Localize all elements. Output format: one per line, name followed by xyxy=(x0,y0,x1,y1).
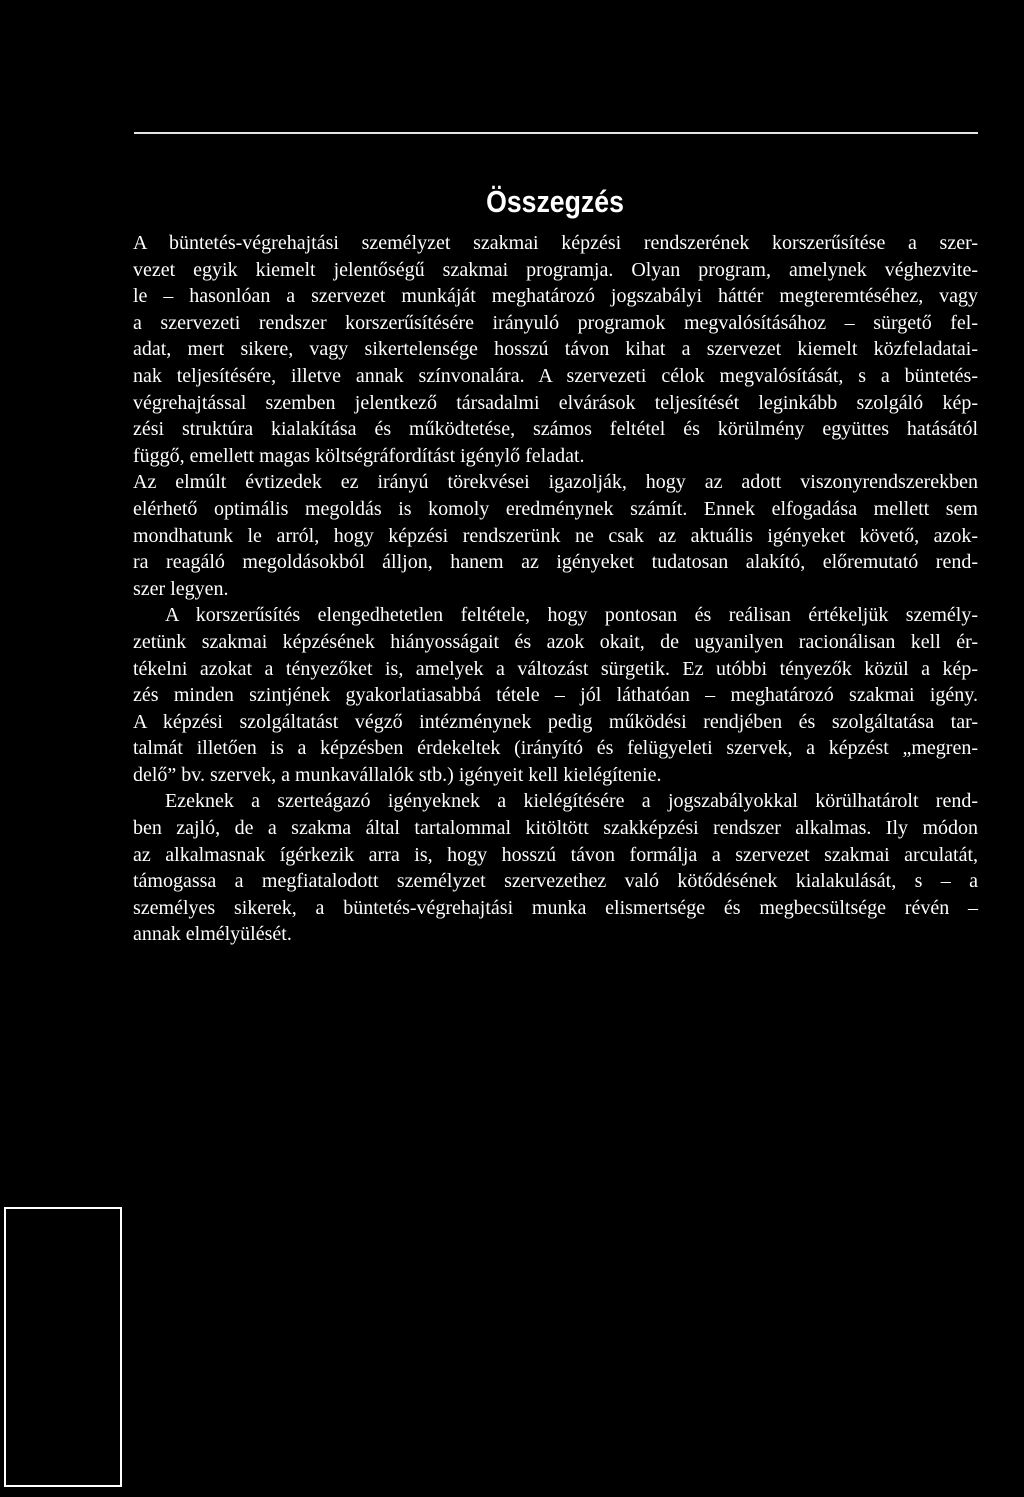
text-line: személyes sikerek, a büntetés-végrehajtási munka elismertsége és megbecsültsége révén – xyxy=(133,896,978,919)
text-line: tékelni azokat a tényezőket is, amelyek a változást sürgetik. Ez utóbbi tényezők közül a kép- xyxy=(133,657,978,680)
text-line: ra reagáló megoldásokból álljon, hanem az igényeket tudatosan alakító, előremutató rend- xyxy=(133,551,978,574)
text-line: vezet egyik kiemelt jelentőségű szakmai programja. Olyan program, amelynek véghezvite- xyxy=(133,258,978,281)
text-line: mondhatunk le arról, hogy képzési rendszerünk ne csak az aktuális igényeket követő, azok- xyxy=(133,524,978,547)
text-line: nak teljesítésére, illetve annak színvonalára. A szervezeti célok megvalósítását, s a büntetés- xyxy=(133,364,978,387)
text-line: az alkalmasnak ígérkezik arra is, hogy hosszú távon formálja a szervezet szakmai arculatát, xyxy=(133,843,978,866)
text-line: függő, emellett magas költségráfordítást igénylő feladat. xyxy=(133,444,585,467)
text-line: zetünk szakmai képzésének hiányosságait és azok okait, de ugyanilyen racionálisan kell ér- xyxy=(133,630,978,653)
text-line: Ezeknek a szerteágazó igényeknek a kielégítésére a jogszabályokkal körülhatárolt rend- xyxy=(165,790,978,813)
text-line: A büntetés-végrehajtási személyzet szakmai képzési rendszerének korszerűsítése a szer- xyxy=(133,232,978,254)
body-text xyxy=(133,230,978,948)
text-line: delő” bv. szervek, a munkavállalók stb.) igényeit kell kielégítenie. xyxy=(133,763,662,786)
page-title: Összegzés xyxy=(486,184,624,219)
text-line: A korszerűsítés elengedhetetlen feltétele, hogy pontosan és reálisan értékeljük személy- xyxy=(165,604,978,627)
top-rule xyxy=(134,132,978,134)
text-line: ben zajló, de a szakma által tartalommal kitöltött szakképzési rendszer alkalmas. Ily módon xyxy=(133,817,978,840)
text-line: zés minden szintjének gyakorlatiasabbá tétele – jól láthatóan – meghatározó szakmai igény. xyxy=(133,684,978,707)
text-line: adat, mert sikere, vagy sikertelensége hosszú távon kihat a szervezet kiemelt közfeladatai- xyxy=(133,338,978,361)
text-line: elérhető optimális megoldás is komoly eredménynek számít. Ennek elfogadása mellett sem xyxy=(133,497,978,520)
text-line: A képzési szolgáltatást végző intézménynek pedig működési rendjében és szolgáltatása tar- xyxy=(133,710,978,733)
framed-box xyxy=(4,1207,122,1487)
text-line: annak elmélyülését. xyxy=(133,923,292,946)
text-line: szer legyen. xyxy=(133,577,229,600)
text-line: Az elmúlt évtizedek ez irányú törekvései igazolják, hogy az adott viszonyrendszerekben xyxy=(133,471,978,494)
text-line: végrehajtással szemben jelentkező társadalmi elvárások teljesítését leginkább szolgáló kép- xyxy=(133,391,978,414)
text-line: talmát illetően is a képzésben érdekeltek (irányító és felügyeleti szervek, a képzést „megren- xyxy=(133,737,978,760)
text-line: a szervezeti rendszer korszerűsítésére irányuló programok megvalósításához – sürgető fel- xyxy=(133,311,978,334)
text-line: le – hasonlóan a szervezet munkáját meghatározó jogszabályi háttér megteremtéséhez, vagy xyxy=(133,285,978,308)
text-line: zési struktúra kialakítása és működtetése, számos feltétel és körülmény együttes hatásától xyxy=(133,418,978,441)
text-line: támogassa a megfiatalodott személyzet szervezethez való kötődésének kialakulását, s – a xyxy=(133,870,978,893)
